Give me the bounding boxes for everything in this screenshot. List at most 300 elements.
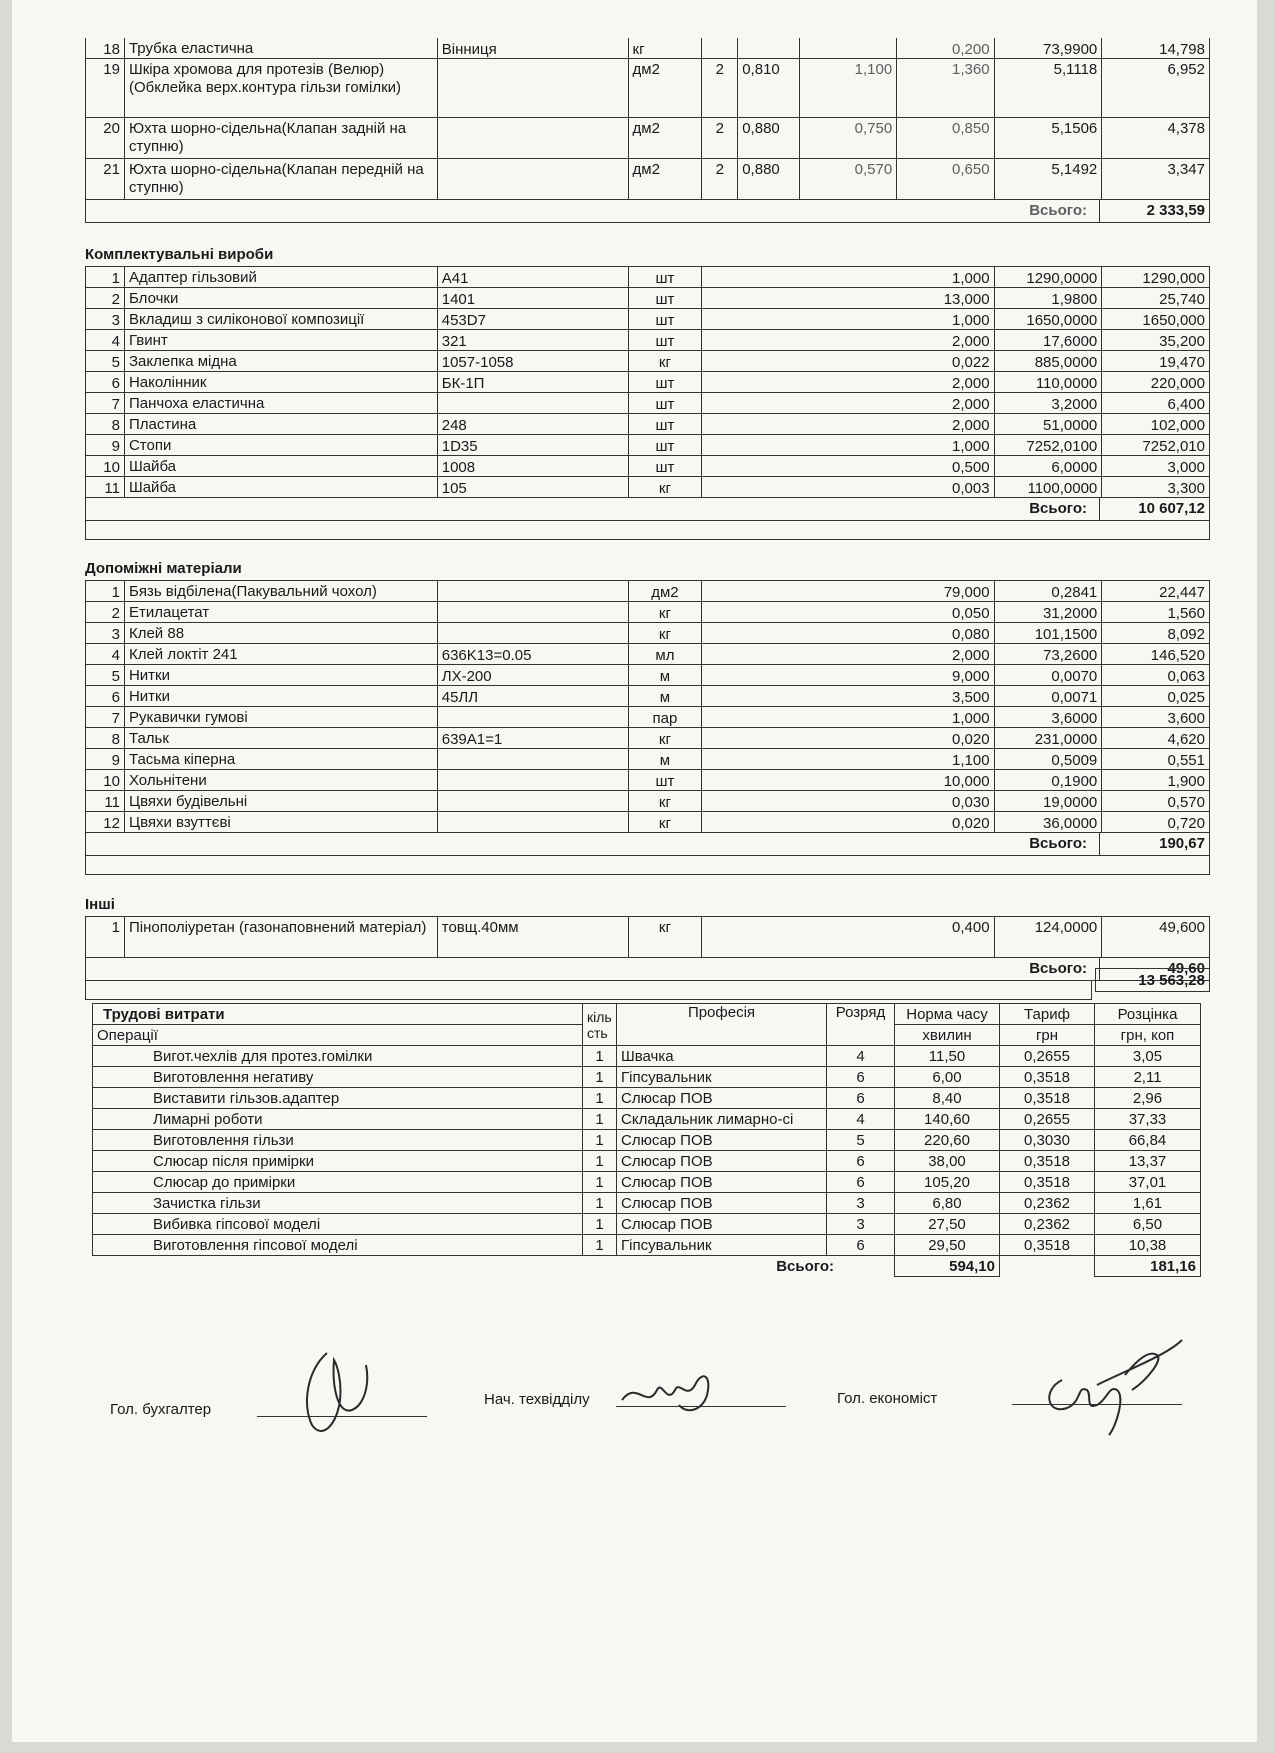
item-qty: 0,030 <box>702 791 994 812</box>
item-mark <box>437 602 628 623</box>
item-mark: Вінниця <box>437 38 628 59</box>
item-qty: 3,500 <box>702 686 994 707</box>
item-qty: 10,000 <box>702 770 994 791</box>
item-name: Хольнітени <box>124 770 437 791</box>
row-number: 21 <box>86 159 125 200</box>
labor-head-tariff-unit: грн <box>1000 1025 1095 1046</box>
labor-operation: Зачистка гільзи <box>93 1193 583 1214</box>
labor-grade: 4 <box>827 1046 895 1067</box>
item-unit: пар <box>628 707 702 728</box>
labor-price: 13,37 <box>1095 1151 1201 1172</box>
item-sum: 0,063 <box>1102 665 1210 686</box>
item-c1 <box>702 38 738 59</box>
item-sum: 8,092 <box>1102 623 1210 644</box>
item-mark: 1401 <box>437 288 628 309</box>
accountant-signature <box>292 1345 382 1440</box>
item-unit: м <box>628 749 702 770</box>
item-sum: 102,000 <box>1102 414 1210 435</box>
item-name: Пластина <box>124 414 437 435</box>
materials-section <box>85 38 1210 223</box>
row-number: 8 <box>86 728 125 749</box>
table-row <box>86 309 1210 330</box>
item-mark: 1008 <box>437 456 628 477</box>
item-c1: 2 <box>702 118 738 159</box>
item-qty: 0,020 <box>702 812 994 833</box>
item-name: Цвяхи будівельні <box>124 791 437 812</box>
table-row <box>86 393 1210 414</box>
labor-ops-label: Операції <box>93 1025 583 1046</box>
item-sum: 3,000 <box>1102 456 1210 477</box>
item-qty: 0,020 <box>702 728 994 749</box>
item-name: Стопи <box>124 435 437 456</box>
other-total-label: Всього: <box>1029 960 1087 977</box>
item-mark <box>437 623 628 644</box>
item-price: 7252,0100 <box>994 435 1102 456</box>
labor-profession: Складальник лимарно-сі <box>617 1109 827 1130</box>
table-row <box>86 791 1210 812</box>
document-sheet <box>12 0 1257 1742</box>
item-unit: шт <box>628 267 702 288</box>
item-price: 0,1900 <box>994 770 1102 791</box>
components-total-value: 10 607,12 <box>1099 498 1209 520</box>
item-sum: 0,025 <box>1102 686 1210 707</box>
item-price: 0,2841 <box>994 581 1102 602</box>
labor-profession: Швачка <box>617 1046 827 1067</box>
item-qty: 1,360 <box>897 59 994 118</box>
item-price: 124,0000 <box>994 917 1102 958</box>
item-mark <box>437 791 628 812</box>
labor-norm: 8,40 <box>895 1088 1000 1109</box>
other-total-value: 49,60 <box>1099 958 1209 980</box>
labor-price: 1,61 <box>1095 1193 1201 1214</box>
item-mark <box>437 770 628 791</box>
labor-norm: 6,00 <box>895 1067 1000 1088</box>
item-price: 101,1500 <box>994 623 1102 644</box>
item-sum: 146,520 <box>1102 644 1210 665</box>
item-unit: шт <box>628 309 702 330</box>
labor-grade: 3 <box>827 1214 895 1235</box>
labor-operation: Вигот.чехлів для протез.гомілки <box>93 1046 583 1067</box>
accountant-label: Гол. бухгалтер <box>110 1401 212 1418</box>
item-name: Тальк <box>124 728 437 749</box>
table-row <box>86 288 1210 309</box>
row-number: 6 <box>86 686 125 707</box>
item-name: Гвинт <box>124 330 437 351</box>
row-number: 1 <box>86 581 125 602</box>
item-qty: 0,400 <box>702 917 994 958</box>
labor-qty: 1 <box>583 1067 617 1088</box>
item-mark: A41 <box>437 267 628 288</box>
item-price: 31,2000 <box>994 602 1102 623</box>
item-price: 1,9800 <box>994 288 1102 309</box>
other-total-row <box>85 958 1210 981</box>
other-table <box>85 917 1210 958</box>
item-price: 3,6000 <box>994 707 1102 728</box>
item-unit: дм2 <box>628 59 702 118</box>
labor-operation: Слюсар після примірки <box>93 1151 583 1172</box>
item-sum: 220,000 <box>1102 372 1210 393</box>
labor-tariff: 0,3518 <box>1000 1235 1095 1256</box>
row-number: 7 <box>86 393 125 414</box>
labor-section <box>92 1003 1212 1277</box>
item-unit: кг <box>628 917 702 958</box>
item-name: Клей 88 <box>124 623 437 644</box>
labor-tariff: 0,2362 <box>1000 1214 1095 1235</box>
labor-norm: 140,60 <box>895 1109 1000 1130</box>
components-title: Комплектувальні вироби <box>85 244 1210 267</box>
item-unit: кг <box>628 791 702 812</box>
item-qty: 2,000 <box>702 330 994 351</box>
auxiliary-title: Допоміжні матеріали <box>85 558 1210 581</box>
item-sum: 22,447 <box>1102 581 1210 602</box>
labor-profession: Слюсар ПОВ <box>617 1172 827 1193</box>
table-row <box>86 456 1210 477</box>
item-mark: 321 <box>437 330 628 351</box>
labor-profession: Слюсар ПОВ <box>617 1130 827 1151</box>
item-unit: шт <box>628 393 702 414</box>
item-unit: шт <box>628 414 702 435</box>
item-price: 0,5009 <box>994 749 1102 770</box>
materials-total-row <box>85 200 1210 223</box>
labor-operation: Слюсар до примірки <box>93 1172 583 1193</box>
labor-row <box>93 1088 1201 1109</box>
labor-profession: Слюсар ПОВ <box>617 1193 827 1214</box>
item-name: Наколінник <box>124 372 437 393</box>
economist-label: Гол. економіст <box>837 1390 938 1407</box>
labor-qty: 1 <box>583 1235 617 1256</box>
item-qty: 0,080 <box>702 623 994 644</box>
labor-qty: 1 <box>583 1088 617 1109</box>
table-row <box>86 372 1210 393</box>
item-price: 73,2600 <box>994 644 1102 665</box>
row-number: 11 <box>86 791 125 812</box>
table-row <box>86 38 1210 59</box>
item-sum: 1650,000 <box>1102 309 1210 330</box>
labor-title: Трудові витрати <box>93 1004 583 1025</box>
labor-profession: Гіпсувальник <box>617 1067 827 1088</box>
row-number: 12 <box>86 812 125 833</box>
table-row <box>86 602 1210 623</box>
labor-row <box>93 1046 1201 1067</box>
labor-head-qty-2: сть <box>587 1024 608 1041</box>
item-qty: 0,003 <box>702 477 994 498</box>
item-qty: 1,000 <box>702 267 994 288</box>
labor-head-tariff: Тариф <box>1000 1004 1095 1025</box>
row-number: 2 <box>86 602 125 623</box>
item-name: Тасьма кіперна <box>124 749 437 770</box>
item-mark <box>437 581 628 602</box>
item-c3 <box>799 38 896 59</box>
item-sum: 1,560 <box>1102 602 1210 623</box>
item-sum: 6,952 <box>1102 59 1210 118</box>
item-sum: 1290,000 <box>1102 267 1210 288</box>
item-unit: кг <box>628 623 702 644</box>
labor-price: 10,38 <box>1095 1235 1201 1256</box>
row-number: 1 <box>86 267 125 288</box>
labor-price: 66,84 <box>1095 1130 1201 1151</box>
item-sum: 4,620 <box>1102 728 1210 749</box>
table-row <box>86 917 1210 958</box>
row-number: 7 <box>86 707 125 728</box>
row-number: 5 <box>86 351 125 372</box>
item-mark: ЛХ-200 <box>437 665 628 686</box>
item-name: Блочки <box>124 288 437 309</box>
item-mark: 1D35 <box>437 435 628 456</box>
item-unit: кг <box>628 602 702 623</box>
table-row <box>86 728 1210 749</box>
item-mark <box>437 59 628 118</box>
item-sum: 25,740 <box>1102 288 1210 309</box>
table-row <box>86 644 1210 665</box>
item-price: 73,9900 <box>994 38 1102 59</box>
item-mark: 636K13=0.05 <box>437 644 628 665</box>
other-spacer <box>85 981 1092 1000</box>
economist-signature <box>1037 1330 1187 1440</box>
table-row <box>86 330 1210 351</box>
table-row <box>86 623 1210 644</box>
auxiliary-total-label: Всього: <box>1029 835 1087 852</box>
item-qty: 0,650 <box>897 159 994 200</box>
item-qty: 0,850 <box>897 118 994 159</box>
labor-grade: 5 <box>827 1130 895 1151</box>
item-name: Нитки <box>124 686 437 707</box>
item-name: Шкіра хромова для протезів (Велюр)(Обклейка верх.контура гільзи гомілки) <box>124 59 437 118</box>
labor-tariff: 0,3030 <box>1000 1130 1095 1151</box>
item-sum: 35,200 <box>1102 330 1210 351</box>
labor-head-grade: Розряд <box>827 1004 895 1046</box>
labor-price: 2,11 <box>1095 1067 1201 1088</box>
item-mark: 639A1=1 <box>437 728 628 749</box>
table-row <box>86 118 1210 159</box>
item-unit: м <box>628 665 702 686</box>
row-number: 11 <box>86 477 125 498</box>
labor-norm: 38,00 <box>895 1151 1000 1172</box>
item-name: Бязь відбілена(Пакувальний чохол) <box>124 581 437 602</box>
item-mark <box>437 812 628 833</box>
labor-tariff: 0,2362 <box>1000 1193 1095 1214</box>
item-sum: 1,900 <box>1102 770 1210 791</box>
labor-tariff: 0,3518 <box>1000 1088 1095 1109</box>
labor-head-price: Розцінка <box>1095 1004 1201 1025</box>
labor-qty: 1 <box>583 1109 617 1130</box>
table-row <box>86 414 1210 435</box>
labor-qty: 1 <box>583 1130 617 1151</box>
item-mark <box>437 393 628 414</box>
labor-operation: Виготовлення гіпсової моделі <box>93 1235 583 1256</box>
labor-row <box>93 1172 1201 1193</box>
item-unit: шт <box>628 288 702 309</box>
item-c2: 0,810 <box>738 59 800 118</box>
item-unit: кг <box>628 812 702 833</box>
labor-price: 2,96 <box>1095 1088 1201 1109</box>
row-number: 20 <box>86 118 125 159</box>
item-qty: 0,200 <box>897 38 994 59</box>
item-mark: 45ЛЛ <box>437 686 628 707</box>
item-mark: товщ.40мм <box>437 917 628 958</box>
item-unit: шт <box>628 770 702 791</box>
item-name: Заклепка мідна <box>124 351 437 372</box>
item-unit: кг <box>628 728 702 749</box>
labor-row <box>93 1067 1201 1088</box>
item-sum: 3,300 <box>1102 477 1210 498</box>
labor-row <box>93 1151 1201 1172</box>
item-sum: 19,470 <box>1102 351 1210 372</box>
labor-total-norm: 594,10 <box>895 1256 1000 1277</box>
labor-profession: Слюсар ПОВ <box>617 1151 827 1172</box>
row-number: 8 <box>86 414 125 435</box>
row-number: 9 <box>86 435 125 456</box>
item-unit: дм2 <box>628 159 702 200</box>
item-price: 110,0000 <box>994 372 1102 393</box>
labor-head-price-unit: грн, коп <box>1095 1025 1201 1046</box>
labor-norm: 105,20 <box>895 1172 1000 1193</box>
labor-grade: 4 <box>827 1109 895 1130</box>
table-row <box>86 351 1210 372</box>
table-row <box>86 435 1210 456</box>
item-c2: 0,880 <box>738 159 800 200</box>
labor-head-profession: Професія <box>617 1004 827 1046</box>
item-qty: 0,500 <box>702 456 994 477</box>
labor-operation: Виготовлення гільзи <box>93 1130 583 1151</box>
item-sum: 3,600 <box>1102 707 1210 728</box>
table-row <box>86 59 1210 118</box>
item-unit: шт <box>628 372 702 393</box>
item-name: Рукавички гумові <box>124 707 437 728</box>
labor-tariff: 0,3518 <box>1000 1151 1095 1172</box>
item-sum: 49,600 <box>1102 917 1210 958</box>
item-unit: кг <box>628 477 702 498</box>
labor-price: 37,01 <box>1095 1172 1201 1193</box>
item-unit: кг <box>628 38 702 59</box>
labor-qty: 1 <box>583 1193 617 1214</box>
item-sum: 0,720 <box>1102 812 1210 833</box>
item-sum: 6,400 <box>1102 393 1210 414</box>
labor-operation: Виставити гільзов.адаптер <box>93 1088 583 1109</box>
labor-norm: 6,80 <box>895 1193 1000 1214</box>
labor-head-norm-unit: хвилин <box>895 1025 1000 1046</box>
item-qty: 1,000 <box>702 309 994 330</box>
item-qty: 2,000 <box>702 393 994 414</box>
item-name: Цвяхи взуттєві <box>124 812 437 833</box>
item-name: Шайба <box>124 456 437 477</box>
row-number: 10 <box>86 770 125 791</box>
item-unit: кг <box>628 351 702 372</box>
item-name: Нитки <box>124 665 437 686</box>
table-row <box>86 581 1210 602</box>
item-name: Шайба <box>124 477 437 498</box>
item-c3: 0,570 <box>799 159 896 200</box>
labor-grade: 3 <box>827 1193 895 1214</box>
item-name: Юхта шорно-сідельна(Клапан задній на ступню) <box>124 118 437 159</box>
item-price: 5,1118 <box>994 59 1102 118</box>
labor-total-price: 181,16 <box>1095 1256 1201 1277</box>
labor-operation: Вибивка гіпсової моделі <box>93 1214 583 1235</box>
item-name: Пінополіуретан (газонаповнений матеріал) <box>124 917 437 958</box>
tech-head-label: Нач. техвідділу <box>484 1391 590 1408</box>
item-mark: 453D7 <box>437 309 628 330</box>
labor-table <box>92 1003 1201 1277</box>
item-sum: 0,551 <box>1102 749 1210 770</box>
item-mark <box>437 118 628 159</box>
materials-table <box>85 38 1210 200</box>
row-number: 10 <box>86 456 125 477</box>
item-mark <box>437 749 628 770</box>
row-number: 4 <box>86 330 125 351</box>
item-qty: 1,000 <box>702 707 994 728</box>
item-c1: 2 <box>702 59 738 118</box>
labor-total-gap <box>1000 1256 1095 1277</box>
table-row <box>86 686 1210 707</box>
labor-price: 3,05 <box>1095 1046 1201 1067</box>
labor-profession: Гіпсувальник <box>617 1235 827 1256</box>
item-unit: дм2 <box>628 118 702 159</box>
labor-row <box>93 1235 1201 1256</box>
item-mark: БК-1П <box>437 372 628 393</box>
materials-total-value: 2 333,59 <box>1099 200 1209 222</box>
other-title: Інші <box>85 894 1210 917</box>
auxiliary-section <box>85 558 1210 875</box>
item-name: Панчоха еластична <box>124 393 437 414</box>
item-c2: 0,880 <box>738 118 800 159</box>
item-qty: 13,000 <box>702 288 994 309</box>
item-mark <box>437 707 628 728</box>
item-unit: м <box>628 686 702 707</box>
item-price: 0,0071 <box>994 686 1102 707</box>
row-number: 19 <box>86 59 125 118</box>
labor-grade: 6 <box>827 1235 895 1256</box>
item-price: 5,1506 <box>994 118 1102 159</box>
labor-qty: 1 <box>583 1151 617 1172</box>
table-row <box>86 477 1210 498</box>
labor-profession: Слюсар ПОВ <box>617 1214 827 1235</box>
item-qty: 0,022 <box>702 351 994 372</box>
item-c2 <box>738 38 800 59</box>
item-price: 17,6000 <box>994 330 1102 351</box>
item-price: 36,0000 <box>994 812 1102 833</box>
labor-row <box>93 1109 1201 1130</box>
item-unit: шт <box>628 435 702 456</box>
item-qty: 0,050 <box>702 602 994 623</box>
labor-tariff: 0,2655 <box>1000 1109 1095 1130</box>
auxiliary-total-row <box>85 833 1210 856</box>
item-c3: 0,750 <box>799 118 896 159</box>
item-c3: 1,100 <box>799 59 896 118</box>
labor-tariff: 0,3518 <box>1000 1172 1095 1193</box>
item-name: Вкладиш з силіконової композиції <box>124 309 437 330</box>
components-total-label: Всього: <box>1029 500 1087 517</box>
item-mark: 105 <box>437 477 628 498</box>
item-c1: 2 <box>702 159 738 200</box>
item-unit: шт <box>628 330 702 351</box>
item-sum: 4,378 <box>1102 118 1210 159</box>
labor-norm: 11,50 <box>895 1046 1000 1067</box>
item-mark: 1057-1058 <box>437 351 628 372</box>
components-section <box>85 244 1210 540</box>
table-row <box>86 770 1210 791</box>
item-price: 0,0070 <box>994 665 1102 686</box>
labor-norm: 27,50 <box>895 1214 1000 1235</box>
labor-grade: 6 <box>827 1151 895 1172</box>
item-price: 6,0000 <box>994 456 1102 477</box>
item-sum: 7252,010 <box>1102 435 1210 456</box>
labor-tariff: 0,3518 <box>1000 1067 1095 1088</box>
item-price: 1290,0000 <box>994 267 1102 288</box>
item-price: 1650,0000 <box>994 309 1102 330</box>
table-row <box>86 707 1210 728</box>
materials-total-label: Всього: <box>1029 202 1087 219</box>
item-price: 51,0000 <box>994 414 1102 435</box>
item-qty: 2,000 <box>702 414 994 435</box>
